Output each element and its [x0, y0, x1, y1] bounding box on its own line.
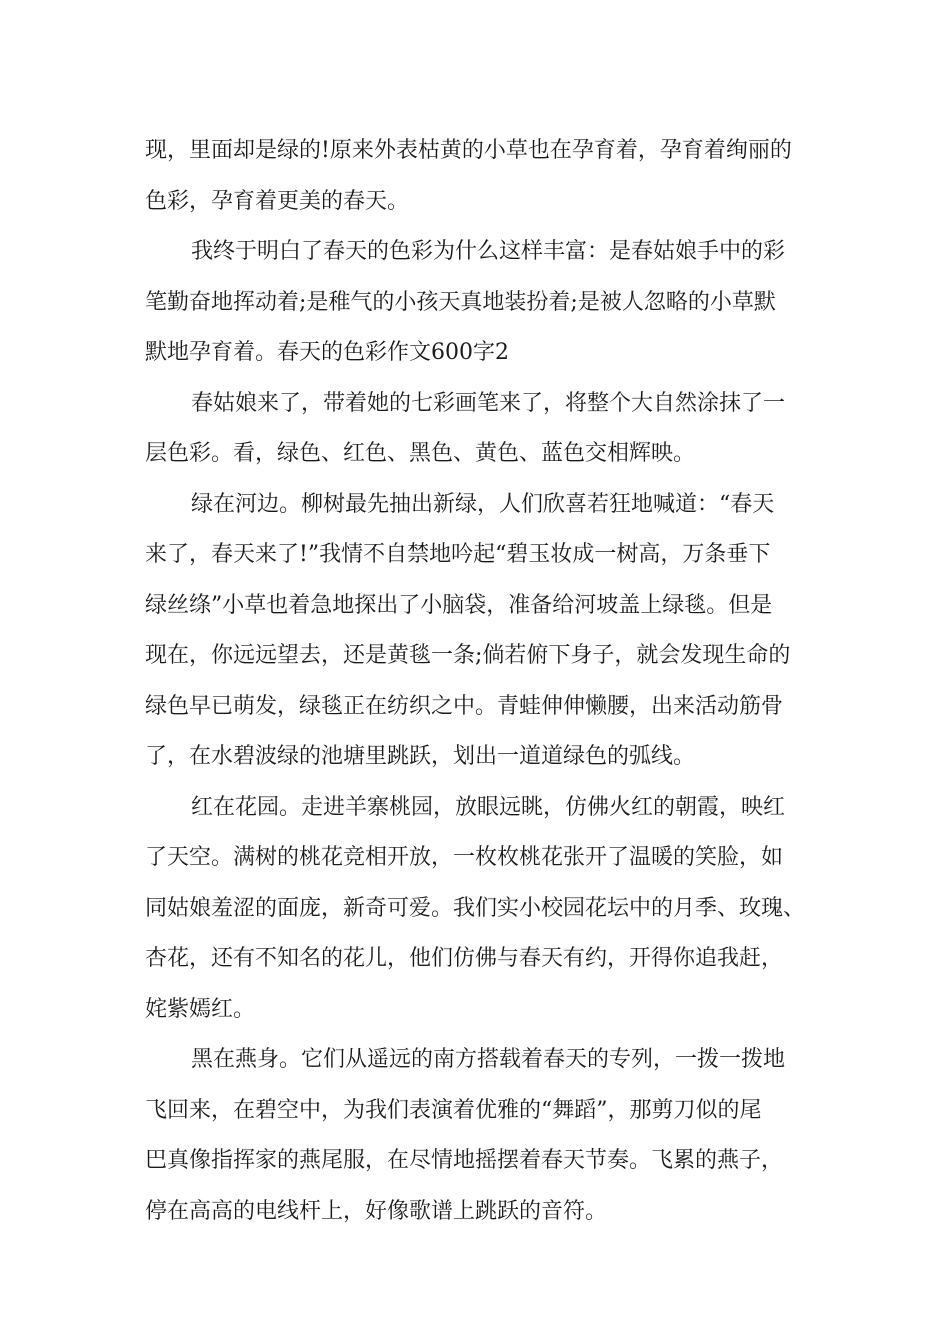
- text-line: 姹紫嫣红。: [145, 996, 256, 1022]
- text-line: 春姑娘来了，带着她的七彩画笔来了，将整个大自然涂抹了一: [191, 390, 786, 416]
- text-line: 绿丝绦”小草也着急地探出了小脑袋，准备给河坡盖上绿毯。但是: [145, 592, 773, 618]
- text-line: 笔勤奋地挥动着;是稚气的小孩天真地装扮着;是被人忽略的小草默: [145, 289, 776, 315]
- text-line: 默地孕育着。春天的色彩作文600字2: [145, 340, 509, 365]
- text-line: 现在，你远远望去，还是黄毯一条;倘若俯下身子，就会发现生命的: [145, 643, 791, 668]
- text-line: 我终于明白了春天的色彩为什么这样丰富：是春姑娘手中的彩: [191, 239, 786, 264]
- document-body: [145, 126, 810, 1237]
- text-line: 层色彩。看，绿色、红色、黑色、黄色、蓝色交相辉映。: [145, 441, 696, 466]
- text-line: 绿色早已萌发，绿毯正在纺织之中。青蛙伸伸懒腰，出来活动筋骨: [145, 693, 784, 719]
- text-line: 红在花园。走进羊寨桃园，放眼远眺，仿佛火红的朝霞，映红: [191, 794, 786, 820]
- text-line: 现，里面却是绿的!原来外表枯黄的小草也在孕育着，孕育着绚丽的: [145, 138, 792, 163]
- text-line: 巴真像指挥家的燕尾服，在尽情地摇摆着春天节奏。飞累的燕子，: [145, 1148, 784, 1173]
- text-line: 色彩，孕育着更美的春天。: [145, 188, 410, 214]
- text-line: 杏花，还有不知名的花儿，他们仿佛与春天有约，开得你追我赶，: [145, 946, 784, 971]
- text-line: 了天空。满树的桃花竞相开放，一枚枚桃花张开了温暖的笑脸，如: [145, 845, 784, 870]
- text-line: 停在高高的电线杆上，好像歌谱上跳跃的音符。: [145, 1198, 608, 1224]
- text-line: 绿在河边。柳树最先抽出新绿，人们欣喜若狂地喊道：“春天: [191, 491, 775, 517]
- text-line: 来了，春天来了!”我情不自禁地吟起“碧玉妆成一树高，万条垂下: [145, 542, 771, 567]
- text-line: 同姑娘羞涩的面庞，新奇可爱。我们实小校园花坛中的月季、玫瑰、: [145, 895, 806, 921]
- text-line: 黑在燕身。它们从遥远的南方搭载着春天的专列，一拨一拨地: [191, 1047, 786, 1072]
- text-line: 了，在水碧波绿的池塘里跳跃，划出一道道绿色的弧线。: [145, 744, 696, 769]
- text-line: 飞回来，在碧空中，为我们表演着优雅的“舞蹈”，那剪刀似的尾: [145, 1097, 762, 1123]
